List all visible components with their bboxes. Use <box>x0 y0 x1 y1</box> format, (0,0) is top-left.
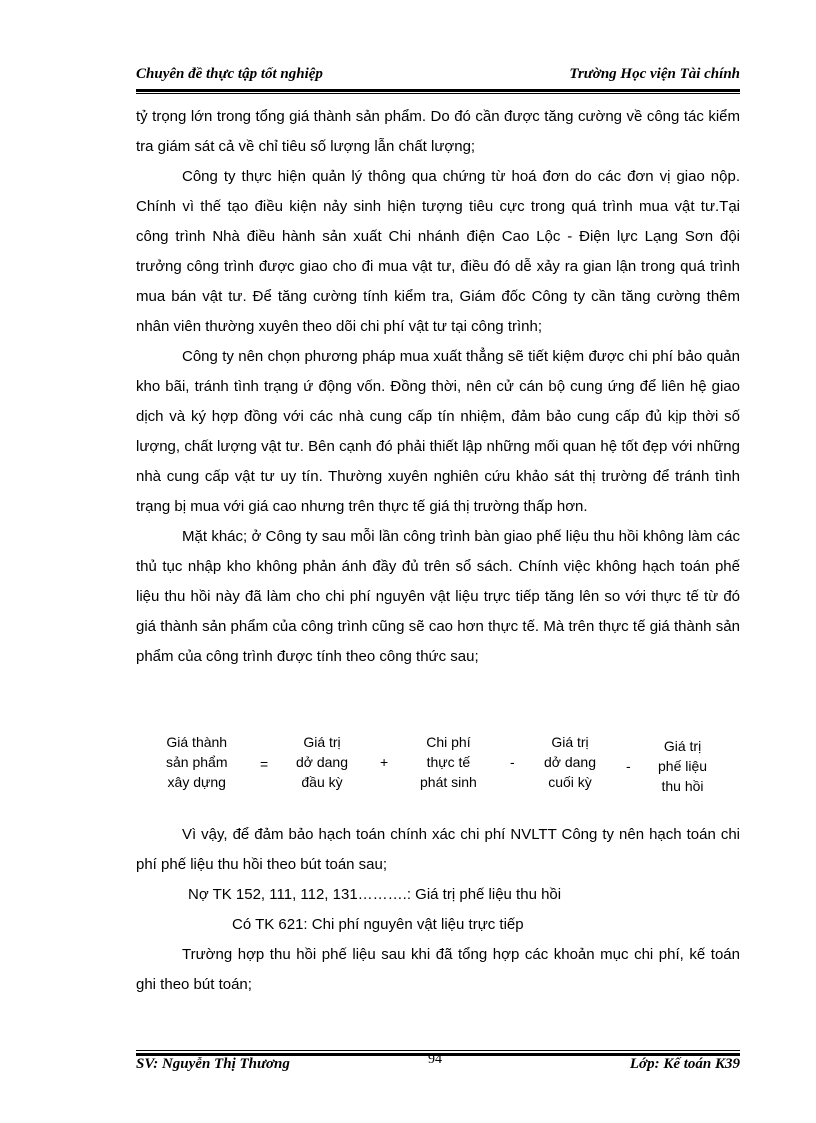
formula-term-line: sản phẩm <box>166 754 228 770</box>
paragraph-5: Vì vậy, để đảm bảo hạch toán chính xác chi phí NVLTT Công ty nên hạch toán chi phí phế liệu thu hồi theo bút toán sau; <box>136 826 740 873</box>
page-footer <box>136 1052 740 1078</box>
header-rule-thick <box>136 89 740 92</box>
formula-term-actual-cost <box>420 732 477 792</box>
formula-term-line: phế liệu <box>658 758 708 774</box>
formula-term-scrap-value <box>658 736 707 796</box>
paragraph-4: Mặt khác; ở Công ty sau mỗi lần công trình bàn giao phế liệu thu hồi không làm các thủ tục nhập kho không phản ánh đầy đủ trên sổ sách. Chính việc không hạch toán phế liệu thu hồi này đã làm cho chi phí nguyên vật liệu trực tiếp tăng lên so với thực tế từ đó giá thành sản phẩm của công trình cũng sẽ cao hơn thực tế. Mà trên thực tế giá thành sản phẩm của công trình được tính theo công thức sau; <box>136 528 740 665</box>
journal-entry-credit: Có TK 621: Chi phí nguyên vật liệu trực tiếp <box>232 916 524 933</box>
formula-term-line: thực tế <box>426 754 471 770</box>
cost-formula <box>136 732 740 796</box>
paragraph-2: Công ty thực hiện quản lý thông qua chứng từ hoá đơn do các đơn vị giao nộp. Chính vì thế tạo điều kiện nảy sinh hiện tượng tiêu cực trong quá trình mua vật tư.Tại công trình Nhà điều hành sản xuất Chi nhánh điện Cao Lộc - Điện lực Lạng Sơn đội trưởng công trình được giao cho đi mua vật tư, điều đó dễ xảy ra gian lận trong quá trình mua bán vật tư. Để tăng cường tính kiểm tra, Giám đốc Công ty cần tăng cường thêm nhân viên thường xuyên theo dõi chi phí vật tư tại công trình; <box>136 168 740 335</box>
formula-term-line: Giá trị <box>303 734 341 750</box>
header-left-title: Chuyên đề thực tập tốt nghiệp <box>136 66 323 82</box>
formula-term-line: phát sinh <box>420 774 477 790</box>
header-rule-thin <box>136 93 740 94</box>
document-body <box>136 102 740 672</box>
formula-term-line: dở dang <box>296 754 349 770</box>
formula-term-line: cuối kỳ <box>548 774 592 790</box>
formula-term-closing-wip <box>544 732 596 792</box>
formula-op-minus-1: - <box>510 754 515 770</box>
document-body-after-formula <box>136 820 740 1000</box>
formula-term-product-cost <box>166 732 227 792</box>
formula-term-line: Giá trị <box>551 734 589 750</box>
formula-term-line: đầu kỳ <box>301 774 343 790</box>
paragraph-1: tỷ trọng lớn trong tổng giá thành sản phẩm. Do đó cần được tăng cường về công tác kiểm tra giám sát cả về chỉ tiêu số lượng lẫn chất lượng; <box>136 108 740 155</box>
formula-term-line: Giá thành <box>166 734 228 750</box>
formula-op-plus: + <box>380 754 389 770</box>
formula-term-line: Chi phí <box>426 734 471 750</box>
page-header <box>136 66 740 88</box>
paragraph-3: Công ty nên chọn phương pháp mua xuất thẳng sẽ tiết kiệm được chi phí bảo quản kho bãi, tránh tình trạng ứ động vốn. Đồng thời, nên cử cán bộ cung ứng để liên hệ giao dịch và ký hợp đồng với các nhà cung cấp tín nhiệm, đảm bảo cung cấp đủ kịp thời số lượng, chất lượng vật tư. Bên cạnh đó phải thiết lập những mối quan hệ tốt đẹp với những nhà cung cấp vật tư uy tín. Thường xuyên nghiên cứu khảo sát thị trường để tránh tình trạng bị mua với giá cao nhưng trên thực tế giá thị trường thấp hơn. <box>136 348 740 515</box>
formula-term-line: Giá trị <box>663 738 702 754</box>
footer-class: Lớp: Kế toán K39 <box>629 1056 740 1072</box>
footer-student: SV: Nguyễn Thị Thương <box>136 1056 290 1072</box>
formula-term-line: thu hồi <box>661 778 704 794</box>
formula-term-line: dở dang <box>544 754 597 770</box>
formula-op-equals: = <box>260 756 269 772</box>
journal-entry-debit: Nợ TK 152, 111, 112, 131……….: Giá trị phế liệu thu hồi <box>188 886 562 903</box>
header-right-title: Trường Học viện Tài chính <box>569 66 740 82</box>
formula-term-opening-wip <box>296 732 348 792</box>
formula-term-line: xây dựng <box>167 774 226 790</box>
formula-op-minus-2: - <box>626 758 631 774</box>
paragraph-6: Trường hợp thu hồi phế liệu sau khi đã tổng hợp các khoản mục chi phí, kế toán ghi theo bút toán; <box>136 946 740 993</box>
page-number: 94 <box>428 1052 442 1067</box>
footer-rule-thin <box>136 1050 740 1051</box>
